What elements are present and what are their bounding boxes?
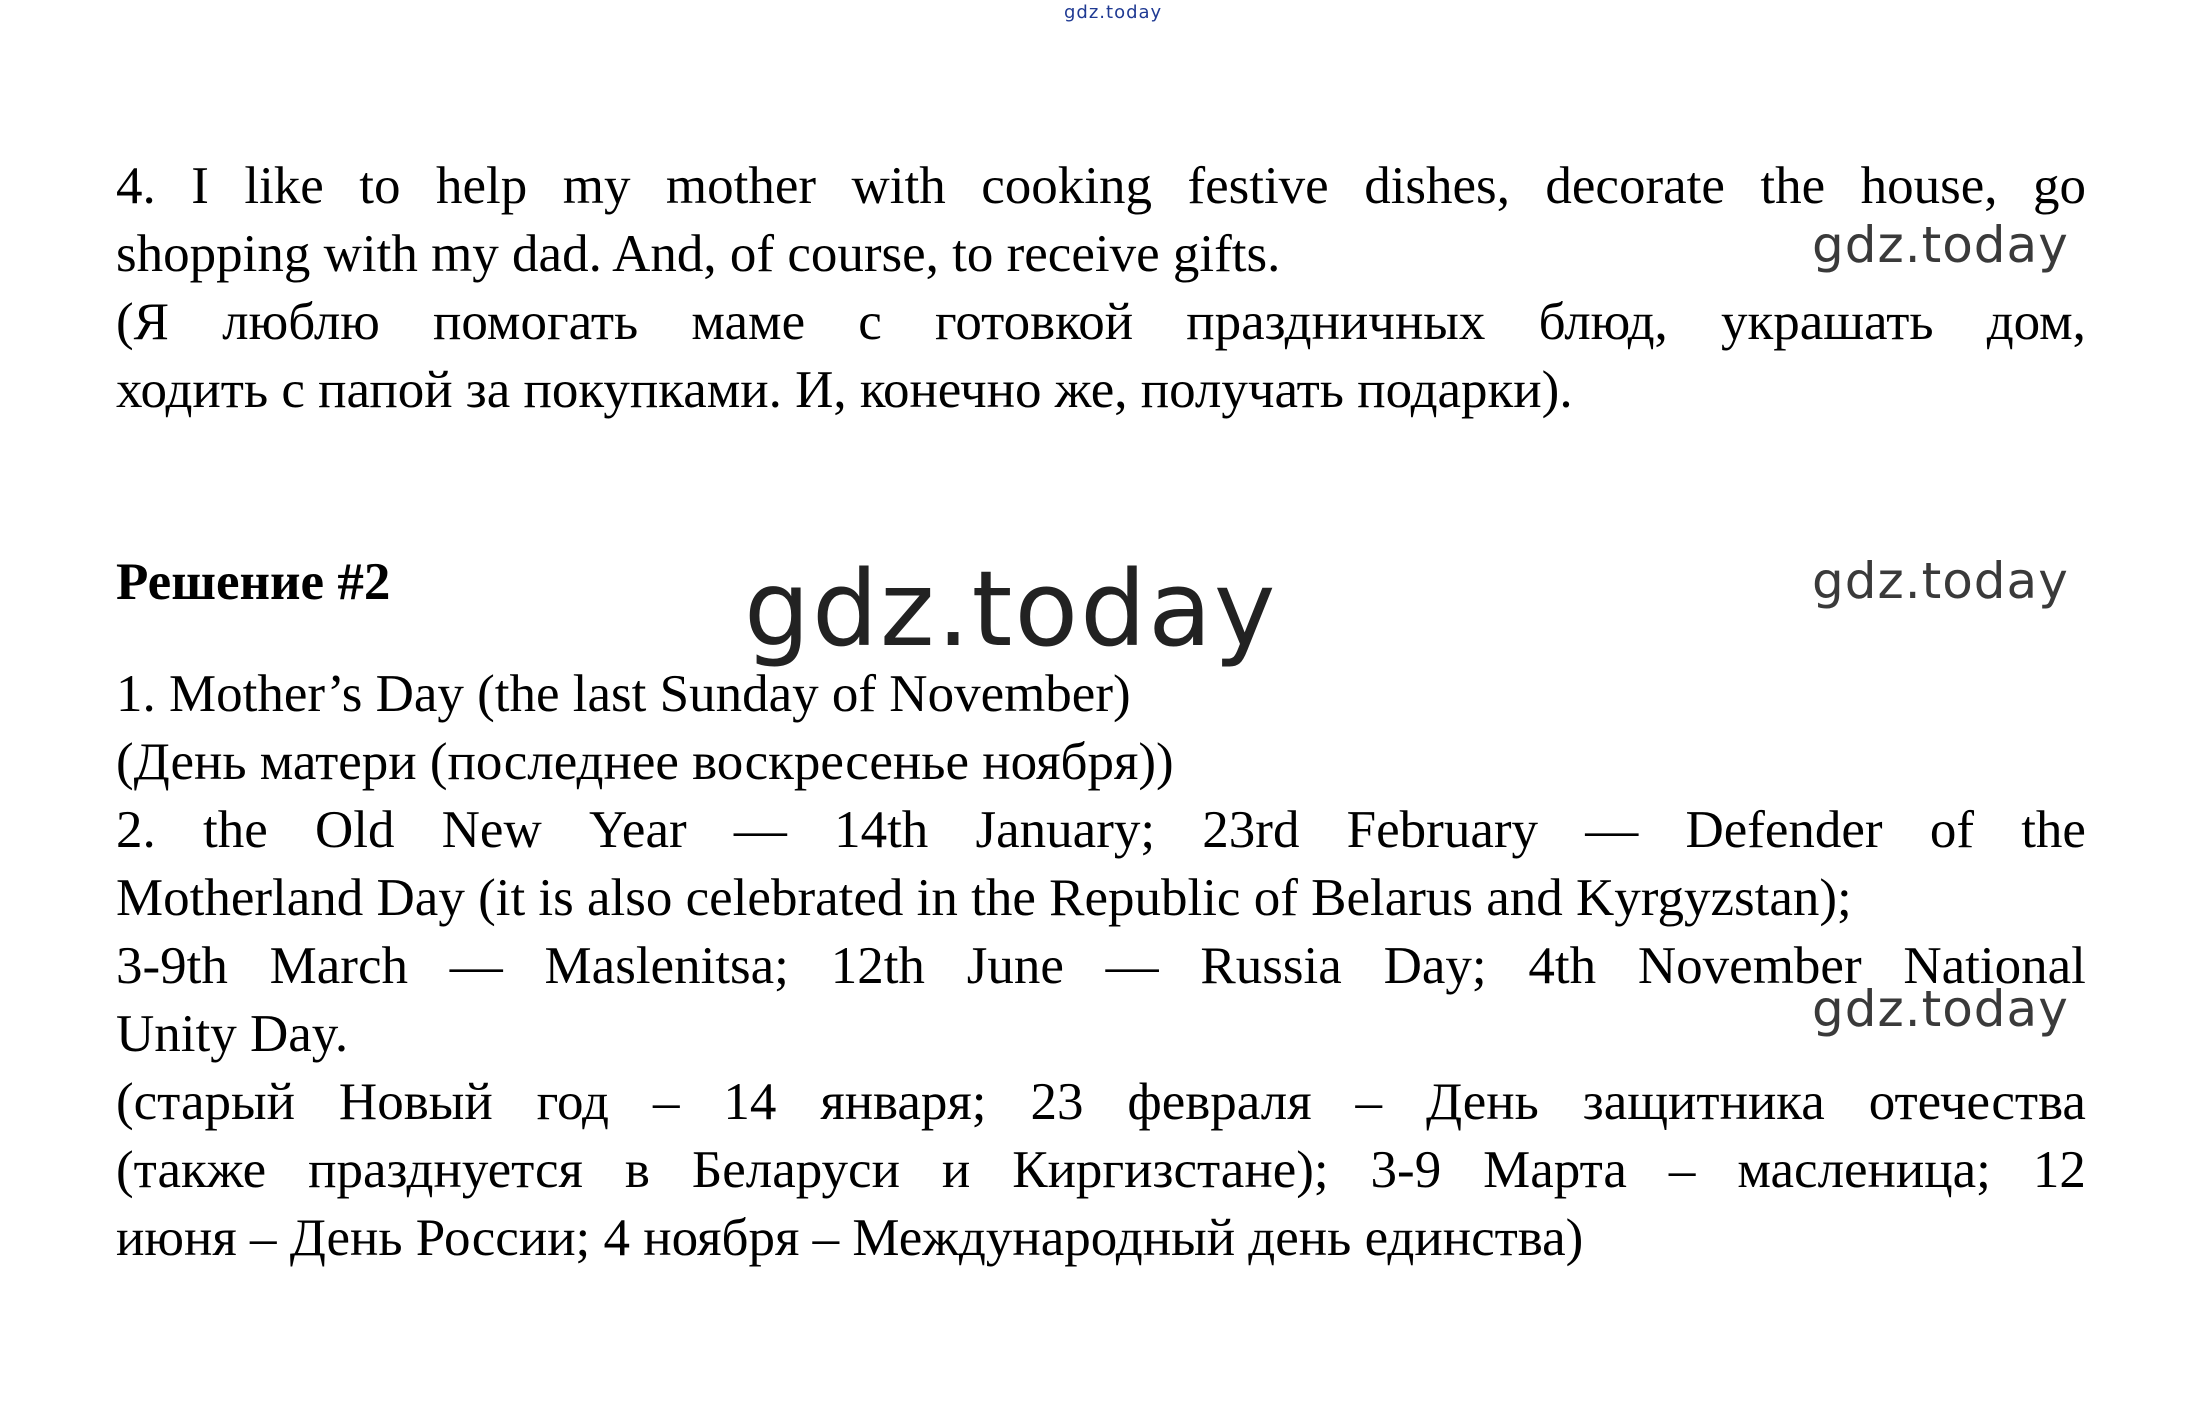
word: Defender xyxy=(1685,801,1883,859)
item-1-ru: (День матери (последнее воскресенье ноября)) xyxy=(116,733,1174,791)
word: – xyxy=(652,1073,680,1131)
answer-4-ru-line-1 xyxy=(116,288,2086,356)
word: like xyxy=(244,157,324,215)
word: защитника xyxy=(1582,1073,1825,1131)
word: Old xyxy=(314,801,395,859)
word: января; xyxy=(820,1073,987,1131)
word: my xyxy=(562,157,631,215)
word: 23 xyxy=(1030,1073,1084,1131)
word: 12 xyxy=(2032,1141,2086,1199)
word: of xyxy=(1929,801,1974,859)
word: decorate xyxy=(1545,157,1725,215)
word: the xyxy=(2021,801,2086,859)
word: help xyxy=(436,157,528,215)
word: 2. xyxy=(116,801,156,859)
word: 3-9 xyxy=(1370,1141,1442,1199)
word: — xyxy=(733,801,787,859)
answer-4-line-1 xyxy=(116,152,2086,220)
word: в xyxy=(624,1141,650,1199)
word: (старый xyxy=(116,1073,295,1131)
word: готовкой xyxy=(934,293,1134,351)
word: масленица; xyxy=(1737,1141,1991,1199)
word: (также xyxy=(116,1141,267,1199)
answer-4-line-2: shopping with my dad. And, of course, to receive gifts. xyxy=(116,225,1281,283)
word: 14 xyxy=(723,1073,777,1131)
item-2-line-2: Motherland Day (it is also celebrated in the Republic of Belarus and Kyrgyzstan); xyxy=(116,869,1852,927)
word: маме xyxy=(691,293,806,351)
word: mother xyxy=(665,157,817,215)
word: November xyxy=(1637,937,1862,995)
word: — xyxy=(1585,801,1639,859)
word: 23rd xyxy=(1202,801,1300,859)
answer-4 xyxy=(116,152,2086,424)
word: I xyxy=(191,157,209,215)
item-1-en: 1. Mother’s Day (the last Sunday of November) xyxy=(116,665,1131,723)
word: блюд, xyxy=(1538,293,1668,351)
word: 3-9th xyxy=(116,937,228,995)
word: Russia xyxy=(1200,937,1342,995)
word: the xyxy=(1760,157,1826,215)
word: дом, xyxy=(1986,293,2086,351)
item-2-line-3 xyxy=(116,932,2086,1000)
word: the xyxy=(202,801,268,859)
word: National xyxy=(1903,937,2086,995)
word: февраля xyxy=(1127,1073,1312,1131)
word: 14th xyxy=(834,801,929,859)
watermark-1: gdz.today xyxy=(1812,216,2069,274)
item-2-ru-line-2 xyxy=(116,1136,2086,1204)
word: house, xyxy=(1860,157,1998,215)
word: festive xyxy=(1187,157,1329,215)
word: (Я xyxy=(116,293,169,351)
word: 4. xyxy=(116,157,156,215)
word: – xyxy=(1668,1141,1696,1199)
word: March xyxy=(269,937,408,995)
answer-4-ru-line-2: ходить с папой за покупками. И, конечно же, получать подарки). xyxy=(116,361,1573,419)
watermark-2: gdz.today xyxy=(1812,552,2069,610)
watermark-large: gdz.today xyxy=(744,548,1278,670)
watermark-top: gdz.today xyxy=(1064,2,1163,23)
word: – xyxy=(1355,1073,1383,1131)
word: 4th xyxy=(1528,937,1597,995)
word: with xyxy=(851,157,946,215)
item-2-ru-line-3: июня – День России; 4 ноября – Международный день единства) xyxy=(116,1209,1584,1267)
word: и xyxy=(941,1141,971,1199)
word: Киргизстане); xyxy=(1012,1141,1329,1199)
word: Year xyxy=(588,801,687,859)
word: to xyxy=(359,157,401,215)
word: Новый xyxy=(338,1073,493,1131)
item-2-line-4: Unity Day. xyxy=(116,1005,349,1063)
solution-heading: Решение #2 xyxy=(116,553,391,611)
word: украшать xyxy=(1720,293,1934,351)
word: dishes, xyxy=(1364,157,1510,215)
word: год xyxy=(536,1073,609,1131)
word: Day; xyxy=(1383,937,1487,995)
word: New xyxy=(441,801,542,859)
word: June xyxy=(966,937,1064,995)
word: празднуется xyxy=(308,1141,583,1199)
word: cooking xyxy=(981,157,1152,215)
word: Maslenitsa; xyxy=(544,937,789,995)
word: February xyxy=(1346,801,1538,859)
word: go xyxy=(2032,157,2086,215)
solution-list xyxy=(116,660,2086,1272)
word: — xyxy=(1105,937,1159,995)
word: праздничных xyxy=(1186,293,1486,351)
word: помогать xyxy=(433,293,639,351)
word: отечества xyxy=(1868,1073,2086,1131)
word: Марта xyxy=(1483,1141,1627,1199)
item-2-line-1 xyxy=(116,796,2086,864)
item-2-ru-line-1 xyxy=(116,1068,2086,1136)
word: Беларуси xyxy=(691,1141,900,1199)
word: 12th xyxy=(830,937,925,995)
word: January; xyxy=(975,801,1156,859)
word: — xyxy=(449,937,503,995)
word: День xyxy=(1425,1073,1539,1131)
word: люблю xyxy=(222,293,380,351)
watermark-3: gdz.today xyxy=(1812,980,2069,1038)
word: с xyxy=(858,293,882,351)
